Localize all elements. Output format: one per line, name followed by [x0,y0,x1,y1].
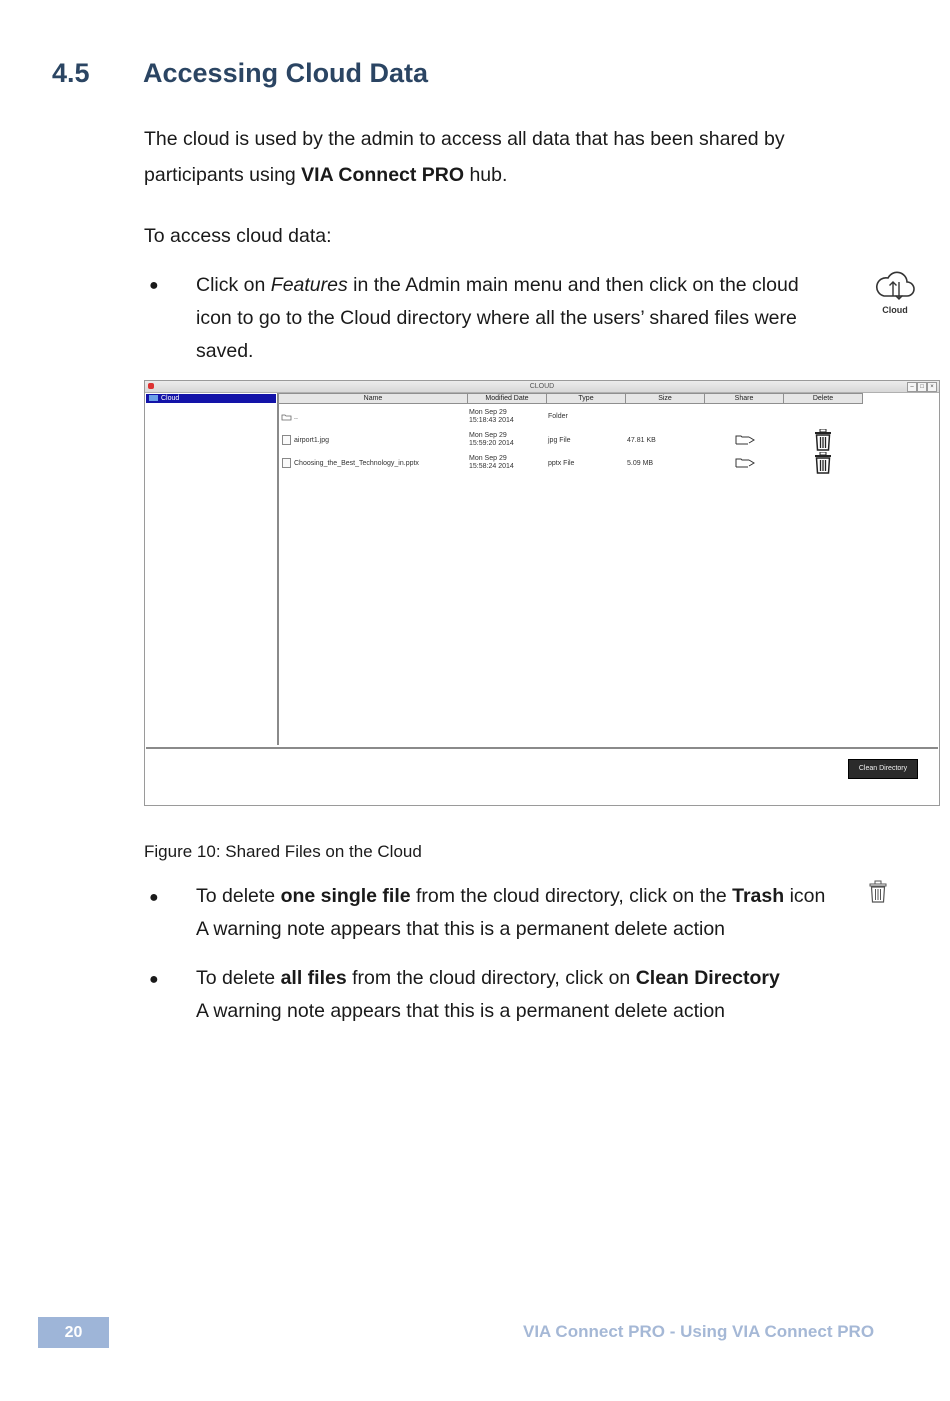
bullet-1-line-3: saved. [196,340,254,362]
close-icon[interactable]: × [927,382,937,392]
bullet-2-text-end: icon [784,885,826,907]
row-date-line1: Mon Sep 29 [469,409,507,416]
bullet-2-line-1 [196,880,825,913]
column-header-share[interactable]: Share [704,393,784,404]
intro-line-2 [144,157,864,193]
column-header-type[interactable]: Type [546,393,626,404]
bullet-3-text-mid: from the cloud directory, click on [346,967,636,989]
row-name: .. [294,414,298,421]
intro-text-end: hub. [464,164,508,186]
row-date-line1: Mon Sep 29 [469,455,507,462]
intro-text: participants using [144,164,302,186]
share-icon[interactable] [735,433,755,445]
row-date-line2: 15:59:20 2014 [469,440,514,447]
bullet-1-line-1 [196,269,799,302]
bullet-3-text: To delete [196,967,281,989]
folder-icon [149,395,158,401]
clean-directory-button[interactable]: Clean Directory [848,759,918,779]
clean-directory-ref: Clean Directory [635,967,780,989]
trash-icon[interactable] [813,429,833,451]
bullet-1-text: Click on [196,274,271,296]
section-number: 4.5 [52,58,90,88]
bullet-2-text: To delete [196,885,281,907]
column-header-size[interactable]: Size [625,393,705,404]
footer-title: VIA Connect PRO - Using VIA Connect PRO [523,1322,875,1341]
steps-heading: To access cloud data: [144,225,332,247]
cloud-icon [872,268,918,322]
row-type: pptx File [548,460,575,467]
folder-tree [146,393,279,745]
minimize-icon[interactable]: – [907,382,917,392]
row-name: airport1.jpg [294,437,330,444]
row-size: 5.09 MB [627,460,654,467]
bullet-3-line-1 [196,962,780,995]
bottom-panel [146,747,938,805]
page-number: 20 [38,1317,109,1348]
app-logo-icon [148,383,154,389]
tree-item-label: Cloud [161,395,180,402]
bullet-3-line-2: A warning note appears that this is a permanent delete action [196,1000,726,1022]
bullet-marker: ● [149,277,159,294]
row-name: Choosing_the_Best_Technology_in.pptx [294,460,419,467]
parent-folder-icon [281,413,292,421]
bullet-1-line-2: icon to go to the Cloud directory where all the users’ shared files were [196,307,797,329]
trash-icon[interactable] [813,452,833,474]
intro-line-1: The cloud is used by the admin to access all data that has been shared by [144,128,785,150]
section-title: Accessing Cloud Data [143,58,429,88]
features-menu-ref: Features [270,274,348,296]
bullet-marker: ● [149,971,159,988]
row-date-line1: Mon Sep 29 [469,432,507,439]
column-header-modified-date[interactable]: Modified Date [467,393,547,404]
cloud-updown-icon [874,268,916,302]
bullet-2 [196,880,825,946]
trash-ref: Trash [732,885,785,907]
row-type: jpg File [548,437,571,444]
row-size: 47.81 KB [627,437,656,444]
bullet-3 [196,962,780,1028]
row-date-line2: 15:18:43 2014 [469,417,514,424]
column-header-name[interactable]: Name [278,393,468,404]
window-title: CLOUD [529,383,555,390]
intro-paragraph [144,121,864,193]
figure-caption: Figure 10: Shared Files on the Cloud [144,842,422,861]
bullet-1 [196,269,799,368]
bullet-2-text-mid: from the cloud directory, click on the [410,885,733,907]
file-icon [282,435,291,445]
bullet-2-emphasis: one single file [280,885,411,907]
product-name: VIA Connect PRO [301,164,465,186]
bullet-3-emphasis: all files [280,967,347,989]
bullet-1-text-end: in the Admin main menu and then click on the cloud [347,274,799,296]
row-date-line2: 15:58:24 2014 [469,463,514,470]
window-titlebar [145,381,939,393]
tree-item-cloud[interactable] [146,394,276,403]
column-header-delete[interactable]: Delete [783,393,863,404]
trash-icon [868,880,888,904]
cloud-icon-label: Cloud [882,305,908,315]
file-icon [282,458,291,468]
maximize-icon[interactable]: □ [917,382,927,392]
bullet-2-line-2: A warning note appears that this is a permanent delete action [196,918,726,940]
share-icon[interactable] [735,456,755,468]
row-type: Folder [548,413,568,420]
bullet-marker: ● [149,889,159,906]
cloud-window-screenshot [144,380,940,806]
